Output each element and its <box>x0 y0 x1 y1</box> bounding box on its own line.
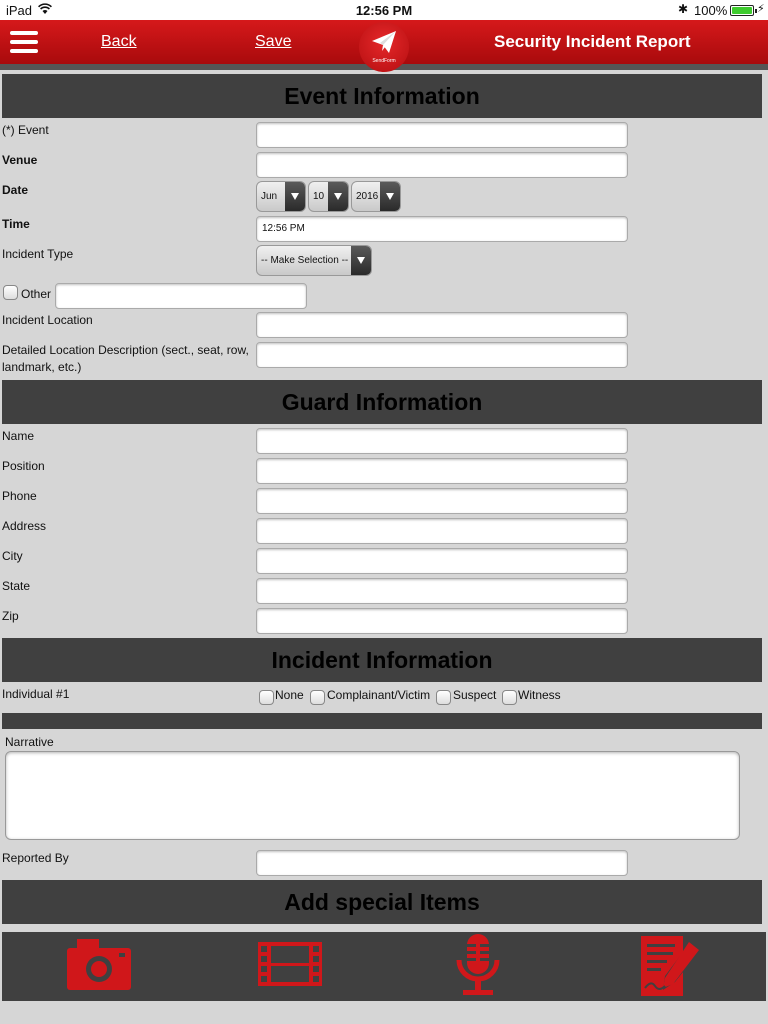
venue-label: Venue <box>2 153 38 167</box>
other-label: Other <box>21 287 52 301</box>
guard-zip-input[interactable] <box>256 608 628 634</box>
date-day-value: 10 <box>313 191 325 202</box>
incident-type-label: Incident Type <box>2 247 74 261</box>
guard-position-label: Position <box>2 459 45 473</box>
witness-checkbox[interactable] <box>502 690 517 705</box>
guard-position-input[interactable] <box>256 458 628 484</box>
complainant-victim-label: Complainant/Victim <box>327 688 431 702</box>
special-items-toolbar <box>2 932 766 1001</box>
date-year-select[interactable] <box>351 181 401 212</box>
sendform-logo[interactable] <box>359 22 409 72</box>
witness-label: Witness <box>518 688 561 702</box>
paper-plane-icon <box>371 30 397 54</box>
page-title: Security Incident Report <box>494 32 691 51</box>
guard-name-label: Name <box>2 429 35 443</box>
incident-location-input[interactable] <box>256 312 628 338</box>
date-day-select[interactable] <box>308 181 349 212</box>
suspect-label: Suspect <box>453 688 497 702</box>
status-bar <box>0 0 768 20</box>
event-section-header: Event Information <box>2 74 762 118</box>
narrative-label: Narrative <box>5 735 54 749</box>
back-button[interactable]: Back <box>101 33 137 50</box>
section-divider <box>2 713 762 729</box>
reported-by-input[interactable] <box>256 850 628 876</box>
menu-icon[interactable] <box>10 31 38 53</box>
signature-icon[interactable] <box>635 932 705 1001</box>
carrier-label: iPad <box>6 3 33 18</box>
reported-by-label: Reported By <box>2 851 69 865</box>
time-label: Time <box>2 217 30 231</box>
logo-text: SendForm <box>372 58 396 64</box>
microphone-icon[interactable] <box>443 932 513 1001</box>
guard-city-input[interactable] <box>256 548 628 574</box>
date-year-value: 2016 <box>356 191 379 202</box>
venue-input[interactable] <box>256 152 628 178</box>
narrative-textarea[interactable] <box>5 751 740 840</box>
film-icon[interactable] <box>255 932 325 1001</box>
incident-type-value: -- Make Selection -- <box>261 255 349 266</box>
complainant-victim-checkbox[interactable] <box>310 690 325 705</box>
individual-label: Individual #1 <box>2 687 70 701</box>
battery-icon <box>730 5 754 16</box>
incident-section-header: Incident Information <box>2 638 762 682</box>
guard-city-label: City <box>2 549 23 563</box>
guard-section-header: Guard Information <box>2 380 762 424</box>
nav-bar <box>0 20 768 64</box>
guard-state-input[interactable] <box>256 578 628 604</box>
location-description-label: Detailed Location Description (sect., seat, row, landmark, etc.) <box>2 343 249 374</box>
guard-state-label: State <box>2 579 31 593</box>
charging-icon: ⚡ <box>757 3 765 15</box>
date-month-value: Jun <box>261 191 278 202</box>
guard-zip-label: Zip <box>2 609 19 623</box>
date-month-select[interactable] <box>256 181 306 212</box>
incident-type-select[interactable] <box>256 245 372 276</box>
other-checkbox[interactable] <box>3 285 18 300</box>
special-items-header: Add special Items <box>2 880 762 924</box>
suspect-checkbox[interactable] <box>436 690 451 705</box>
status-time: 12:56 PM <box>355 3 413 18</box>
none-label: None <box>275 688 304 702</box>
guard-phone-input[interactable] <box>256 488 628 514</box>
incident-location-label: Incident Location <box>2 313 93 327</box>
none-checkbox[interactable] <box>259 690 274 705</box>
event-label: (*) Event <box>2 123 49 137</box>
event-input[interactable] <box>256 122 628 148</box>
battery-percent: 100% <box>694 3 728 18</box>
save-button[interactable]: Save <box>255 33 292 50</box>
bluetooth-icon: ✱ <box>678 2 689 16</box>
other-input[interactable] <box>55 283 307 309</box>
location-description-input[interactable] <box>256 342 628 368</box>
camera-icon[interactable] <box>63 932 133 1001</box>
guard-phone-label: Phone <box>2 489 37 503</box>
time-input[interactable]: 12:56 PM <box>256 216 628 242</box>
guard-address-label: Address <box>2 519 47 533</box>
guard-address-input[interactable] <box>256 518 628 544</box>
date-label: Date <box>2 183 29 197</box>
guard-name-input[interactable] <box>256 428 628 454</box>
